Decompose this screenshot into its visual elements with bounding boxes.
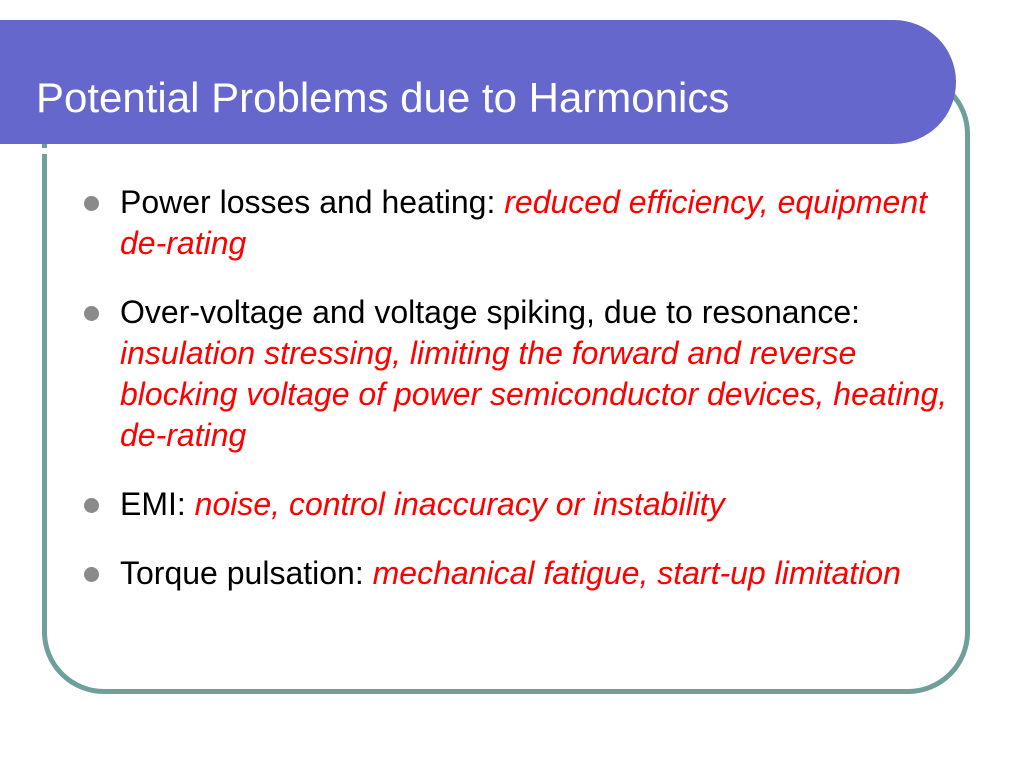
bullet-detail: insulation stressing, limiting the forward and reverse blocking voltage of power semiconductor devices, heating, de-rating <box>120 335 948 453</box>
bullet-item <box>76 553 956 594</box>
bullet-label: EMI: <box>120 486 195 522</box>
title-underline <box>0 148 904 154</box>
bullet-item <box>76 484 956 525</box>
bullet-list <box>76 182 956 622</box>
bullet-detail: reduced efficiency, equipment de-rating <box>120 184 927 261</box>
bullet-item <box>76 182 956 264</box>
bullet-item <box>76 292 956 456</box>
bullet-label: Over-voltage and voltage spiking, due to resonance: <box>120 294 861 330</box>
title-banner <box>0 20 956 144</box>
bullet-dot-icon <box>84 498 99 513</box>
slide-title: Potential Problems due to Harmonics <box>36 74 730 121</box>
bullet-detail: mechanical fatigue, start-up limitation <box>372 555 901 591</box>
bullet-detail: noise, control inaccuracy or instability <box>194 486 725 522</box>
bullet-dot-icon <box>84 196 99 211</box>
bullet-label: Power losses and heating: <box>120 184 505 220</box>
bullet-label: Torque pulsation: <box>120 555 373 591</box>
bullet-dot-icon <box>84 306 99 321</box>
bullet-dot-icon <box>84 567 99 582</box>
